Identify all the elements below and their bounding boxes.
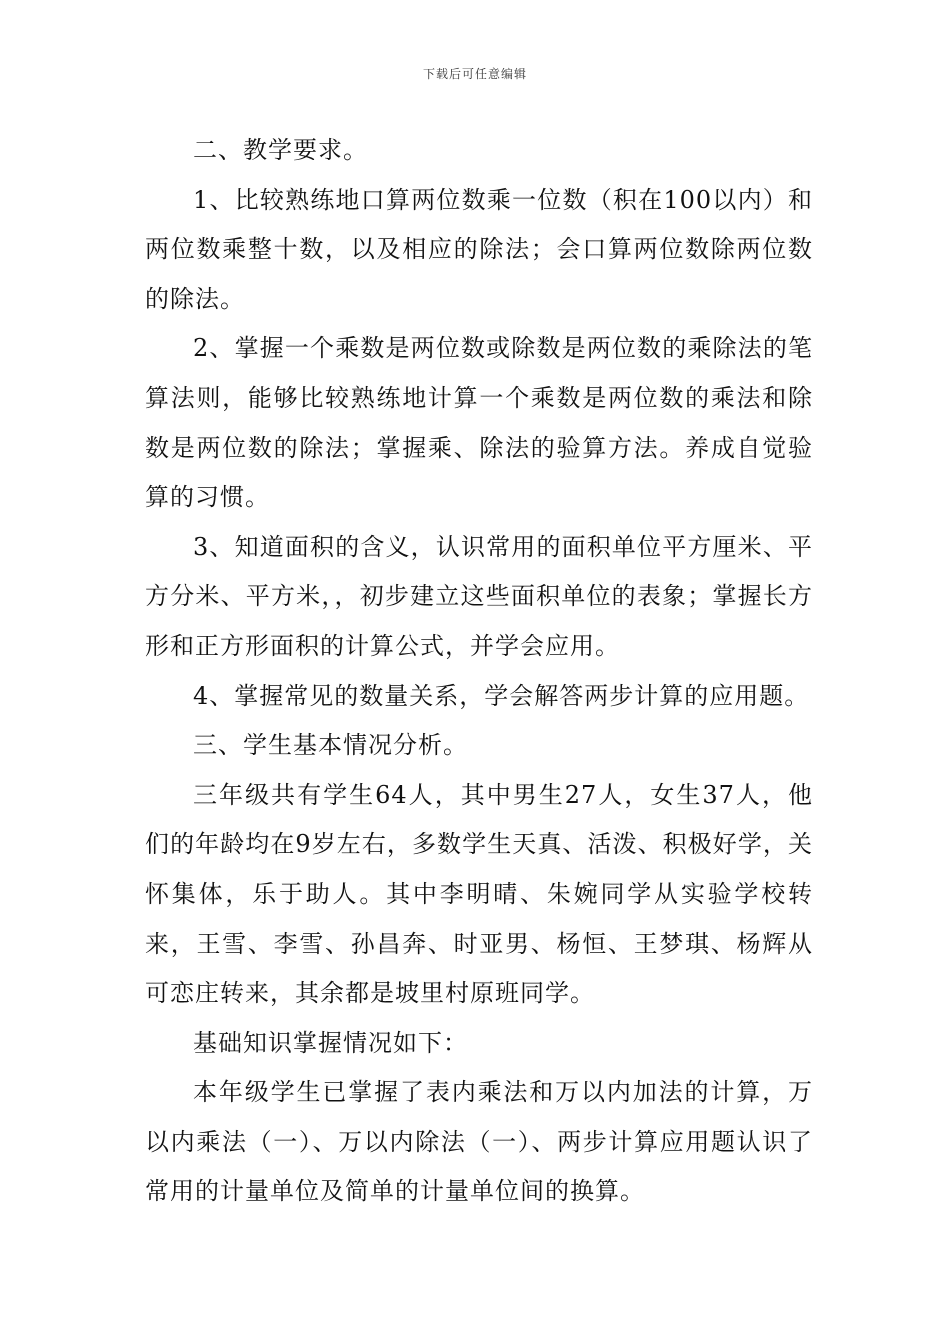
paragraph-requirement-3: 3、知道面积的含义，认识常用的面积单位平方厘米、平方分米、平方米，，初步建立这些面积单位的表象；掌握长方形和正方形面积的计算公式，并学会应用。 xyxy=(145,532,813,660)
paragraph-requirement-4: 4、掌握常见的数量关系，学会解答两步计算的应用题。 xyxy=(193,681,810,710)
paragraph-knowledge-intro: 基础知识掌握情况如下： xyxy=(193,1028,468,1057)
page-header: 下载后可任意编辑 xyxy=(422,67,527,81)
paragraph-requirement-2: 2、掌握一个乘数是两位数或除数是两位数的乘除法的笔算法则，能够比较熟练地计算一个乘数是两位数的乘法和除数是两位数的除法；掌握乘、除法的验算方法。养成自觉验算的习惯。 xyxy=(145,334,813,512)
section-heading-student-analysis: 三、学生基本情况分析。 xyxy=(193,731,468,760)
section-heading-teaching-requirements: 二、教学要求。 xyxy=(193,136,368,164)
paragraph-requirement-1: 1、比较熟练地口算两位数乘一位数（积在100以内）和两位数乘整十数，以及相应的除法；会口算两位数除两位数的除法。 xyxy=(145,185,813,313)
paragraph-student-overview: 三年级共有学生64人，其中男生27人，女生37人，他们的年龄均在9岁左右，多数学生天真、活泼、积极好学，关怀集体，乐于助人。其中李明晴、朱婉同学从实验学校转来，王雪、李雪、孙昌奔、时亚男、杨恒、王梦琪、杨辉从可恋庄转来，其余都是坡里村原班同学。 xyxy=(145,780,813,1008)
paragraph-knowledge-status: 本年级学生已掌握了表内乘法和万以内加法的计算，万以内乘法（一）、万以内除法（一）、两步计算应用题认识了常用的计量单位及简单的计量单位间的换算。 xyxy=(145,1078,813,1206)
document-body xyxy=(145,126,813,1217)
